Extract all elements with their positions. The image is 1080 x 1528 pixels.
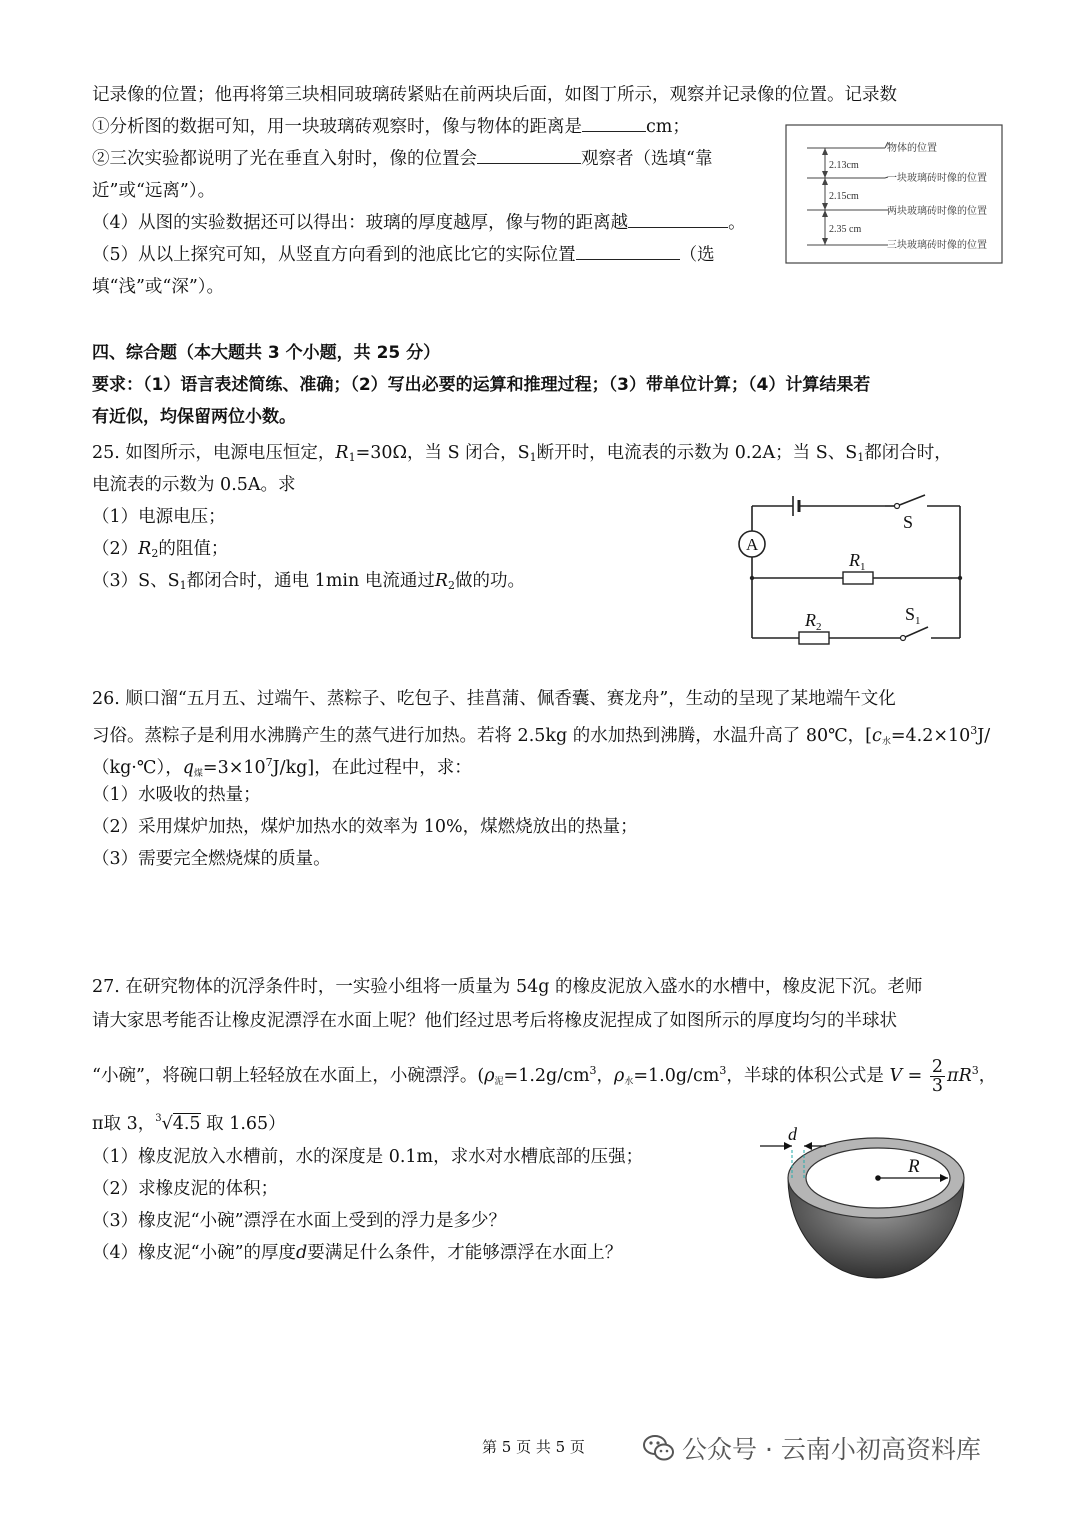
text: （2） — [92, 539, 139, 559]
q26-sub1: （1）水吸收的热量； — [92, 785, 261, 805]
text: ， — [596, 1066, 615, 1086]
text: ②三次实验都说明了光在垂直入射时，像的位置会 — [92, 149, 477, 169]
subscript: 1 — [348, 451, 356, 464]
symbol: c — [872, 726, 882, 746]
radicand: 4.5 — [172, 1114, 201, 1134]
formula-equals: = — [907, 1066, 923, 1086]
page-number: 第 5 页 共 5 页 — [482, 1438, 585, 1456]
hemisphere-bowl-figure — [750, 1118, 980, 1288]
text-line: 近”或“远离”）。 — [92, 181, 216, 201]
section-title: 四、综合题（本大题共 3 个小题，共 25 分） — [92, 343, 441, 363]
position-label: 三块玻璃砖时像的位置 — [887, 240, 987, 251]
question-line — [92, 114, 690, 140]
text: ，半球的体积公式是 — [726, 1066, 884, 1086]
q25-sub3 — [92, 568, 525, 599]
subscript: 煤 — [193, 769, 203, 779]
position-label: 一块玻璃砖时像的位置 — [887, 173, 987, 184]
text: =3×10 — [202, 758, 266, 778]
formula-fraction — [930, 1058, 945, 1095]
q27-sub2: （2）求橡皮泥的体积； — [92, 1179, 279, 1199]
watermark — [642, 1430, 981, 1466]
text: 都闭合时， — [864, 443, 952, 463]
q26-text: 26. 顺口溜“五月五、过端午、蒸粽子、吃包子、挂菖蒲、佩香囊、赛龙舟”，生动的呈现了某地端午文化 — [92, 689, 896, 709]
symbol: d — [296, 1243, 308, 1263]
subscript: 1 — [857, 451, 865, 464]
q27-sub1: （1）橡皮泥放入水槽前，水的深度是 0.1m，求水对水槽底部的压强； — [92, 1147, 644, 1167]
text-line: 记录像的位置；他再将第三块相同玻璃砖紧贴在前两块后面，如图丁所示，观察并记录像的位置。记录数 — [92, 85, 897, 105]
answer-blank[interactable] — [576, 243, 680, 260]
switch-s1-label: $S_1$ — [905, 604, 921, 627]
wechat-icon — [642, 1433, 676, 1463]
text: =4.2×10 — [890, 726, 971, 746]
text: （3）S、S — [92, 571, 180, 591]
text: （kg·℃）， — [92, 758, 183, 778]
answer-blank[interactable] — [582, 115, 646, 132]
answer-blank[interactable] — [628, 211, 728, 228]
position-label: 物体的位置 — [887, 143, 937, 154]
subscript: 水 — [624, 1077, 634, 1087]
text: J/ — [977, 726, 991, 746]
text: =1.2g/cm — [503, 1066, 590, 1086]
text: =1.0g/cm — [633, 1066, 720, 1086]
section-requirement: 有近似，均保留两位小数。 — [92, 407, 296, 427]
text: 25. 如图所示，电源电压恒定， — [92, 443, 336, 463]
fraction-numerator: 2 — [931, 1057, 944, 1077]
q27-text — [92, 1106, 286, 1137]
text: “小碗”，将碗口朝上轻轻放在水面上，小碗漂浮。( — [92, 1066, 485, 1086]
gap-label: 2.13cm — [829, 160, 859, 171]
q26-sub3: （3）需要完全燃烧煤的质量。 — [92, 849, 331, 869]
superscript: 3 — [589, 1064, 597, 1077]
text: =30Ω，当 S 闭合，S — [355, 443, 530, 463]
watermark-text: 公众号 · 云南小初高资料库 — [682, 1435, 981, 1464]
subscript: 1 — [529, 451, 537, 464]
position-label: 两块玻璃砖时像的位置 — [887, 206, 987, 217]
symbol: ρ — [614, 1066, 625, 1086]
ammeter-label: A — [746, 535, 759, 554]
gap-label: 2.15cm — [829, 191, 859, 202]
root-index: 3 — [155, 1113, 162, 1124]
text: 习俗。蒸粽子是利用水沸腾产生的蒸气进行加热。若将 2.5kg 的水加热到沸腾，水温升高了 80℃，[ — [92, 726, 872, 746]
q25-text: 电流表的示数为 0.5A。求 — [92, 475, 296, 495]
fraction-denominator: 3 — [931, 1076, 944, 1096]
q25-sub1: （1）电源电压； — [92, 507, 226, 527]
q27-text: 27. 在研究物体的沉浮条件时，一实验小组将一质量为 54g 的橡皮泥放入盛水的水槽中，橡皮泥下沉。老师 — [92, 977, 923, 997]
q25-sub2 — [92, 536, 228, 567]
circuit-diagram — [735, 488, 970, 648]
symbol: R — [434, 571, 449, 591]
question-line — [92, 146, 712, 172]
q27-sub3: （3）橡皮泥“小碗”漂浮在水面上受到的浮力是多少？ — [92, 1211, 507, 1231]
superscript: 3 — [971, 1064, 979, 1077]
text-line: 填“浅”或“深”）。 — [92, 277, 225, 297]
text: （选 — [679, 245, 715, 265]
question-line — [92, 210, 746, 236]
radius-label: R — [908, 1156, 920, 1177]
text: 观察者（选填“靠 — [581, 149, 713, 169]
text: （4）橡皮泥“小碗”的厚度 — [92, 1243, 297, 1263]
text: （5）从以上探究可知，从竖直方向看到的池底比它的实际位置 — [92, 245, 576, 265]
page-footer — [0, 1428, 1080, 1478]
subscript: 2 — [448, 579, 456, 592]
text: （4）从图的实验数据还可以得出：玻璃的厚度越厚，像与物的距离越 — [92, 213, 629, 233]
text: 取 1.65） — [200, 1114, 286, 1134]
q26-sub2: （2）采用煤炉加热，煤炉加热水的效率为 10%，煤燃烧放出的热量； — [92, 817, 638, 837]
symbol: q — [182, 758, 194, 778]
text: 断开时，电流表的示数为 0.2A；当 S、S — [536, 443, 858, 463]
image-position-figure — [785, 124, 1003, 264]
answer-blank[interactable] — [477, 147, 581, 164]
formula-symbol: R — [958, 1066, 972, 1086]
q27-text: 请大家思考能否让橡皮泥漂浮在水面上呢？他们经过思考后将橡皮泥捏成了如图所示的厚度均匀的半球状 — [92, 1011, 897, 1031]
r2-label: $R_2$ — [805, 610, 822, 633]
switch-s-label: S — [903, 512, 914, 532]
subscript: 泥 — [494, 1077, 504, 1087]
formula-symbol: V — [889, 1066, 903, 1086]
superscript: 7 — [265, 756, 273, 769]
section-requirement: 要求：（1）语言表述简练、准确；（2）写出必要的运算和推理过程；（3）带单位计算；（4）计算结果若 — [92, 375, 871, 395]
gap-label: 2.35 cm — [829, 224, 862, 235]
formula-symbol: π — [947, 1066, 959, 1086]
text: 要满足什么条件，才能够漂浮在水面上？ — [307, 1243, 623, 1263]
text: ①分析图的数据可知，用一块玻璃砖观察时，像与物体的距离是 — [92, 117, 582, 137]
superscript: 3 — [719, 1064, 727, 1077]
text: 的阻值； — [158, 539, 229, 559]
text: 都闭合时，通电 1min 电流通过 — [186, 571, 435, 591]
symbol: R — [138, 539, 152, 559]
subscript: 1 — [179, 579, 187, 592]
resistor-r1 — [843, 572, 873, 584]
symbol: R — [335, 443, 349, 463]
text: cm； — [646, 117, 690, 137]
text: π取 3， — [92, 1114, 156, 1134]
symbol: ρ — [484, 1066, 495, 1086]
subscript: 水 — [881, 737, 891, 747]
r1-label: $R_1$ — [849, 550, 866, 573]
text: 。 — [728, 213, 746, 233]
question-line — [92, 242, 715, 268]
q27-text — [92, 1056, 996, 1097]
q27-sub4 — [92, 1240, 622, 1266]
q25-text — [92, 440, 952, 471]
root-sign: √ — [161, 1114, 173, 1134]
text: J/kg]，在此过程中，求： — [272, 758, 472, 778]
text: ， — [978, 1066, 997, 1086]
subscript: 2 — [151, 547, 159, 560]
superscript: 3 — [970, 724, 978, 737]
thickness-label: d — [788, 1124, 797, 1144]
resistor-r2 — [799, 632, 829, 644]
text: 做的功。 — [455, 571, 526, 591]
